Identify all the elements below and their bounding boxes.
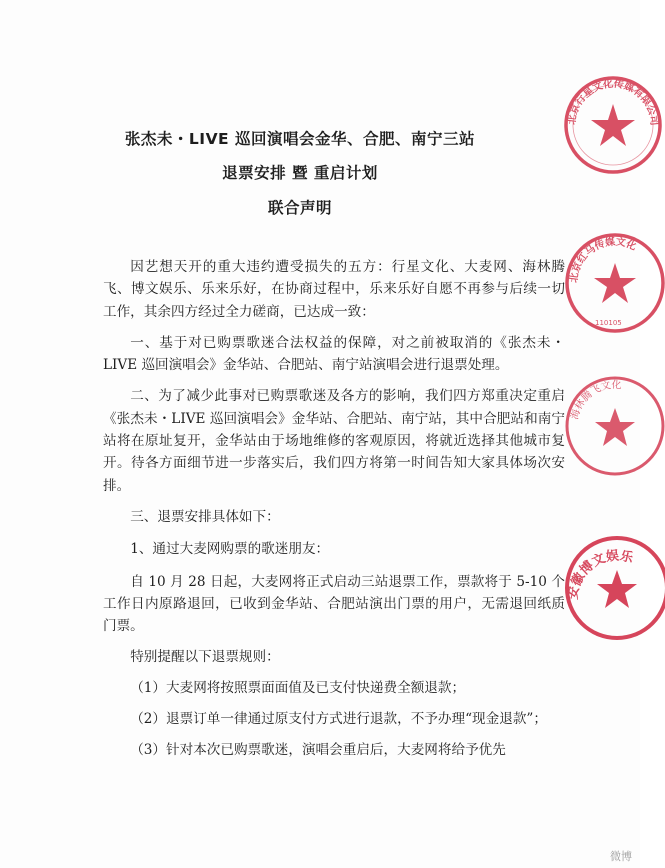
paragraph-item-1: 一、基于对已购票歌迷合法权益的保障，对之前被取消的《张杰未・LIVE 巡回演唱会》金华站、合肥站、南宁站演唱会进行退票处理。 [103, 334, 565, 374]
paragraph-rules-heading: 特别提醒以下退票规则： [130, 649, 280, 666]
stamp-4-text: 安徽博文娱乐 [565, 548, 635, 601]
company-seal-stamp-2 [555, 225, 665, 340]
weibo-watermark: 微博 [610, 850, 632, 863]
company-seal-stamp-4 [555, 530, 665, 645]
title-line-1: 张杰未・LIVE 巡回演唱会金华、合肥、南宁三站 [124, 130, 476, 148]
stamp-1-text: 北京行星文化传媒有限公司 [566, 78, 660, 127]
paragraph-item-2: 二、为了减少此事对已购票歌迷及各方的影响，我们四方郑重决定重启《张杰未・LIVE 巡回演唱会》金华站、合肥站、南宁站，其中合肥站和南宁站将在原址复开，金华站由于场地维修的客观原因，将就近选择其他城市复开。待各方面细节进一步落实后，我们四方将第一时间告知大家具体场次安排。 [103, 388, 565, 494]
paragraph-rule-1: （1）大麦网将按照票面面值及已支付快递费全额退款； [130, 680, 466, 697]
svg-text:北京红马传媒文化 [568, 235, 639, 284]
company-seal-stamp-3 [555, 368, 665, 483]
paragraph-intro: 因艺想天开的重大违约遭受损失的五方：行星文化、大麦网、海林腾飞、博文娱乐、乐来乐好，在协商过程中，乐来乐好自愿不再参与后续一切工作，其余四方经过全力磋商，已达成一致： [103, 259, 565, 320]
stamp-2-number: 110105 [595, 319, 622, 327]
paragraph-damai-detail: 自 10 月 28 日起，大麦网将正式启动三站退票工作，票款将于 5-10 个工作日内原路退回，已收到金华站、合肥站演出门票的用户，无需退回纸质门票。 [103, 573, 565, 635]
document-body [103, 256, 565, 770]
paragraph-damai-heading: 1、通过大麦网购票的歌迷朋友： [130, 541, 330, 558]
stamp-3-text: 海林腾飞文化 [569, 379, 622, 421]
paragraph-item-3: 三、退票安排具体如下： [130, 508, 280, 525]
title-line-2: 退票安排 暨 重启计划 [222, 164, 378, 182]
paragraph-rule-3: （3）针对本次已购票歌迷，演唱会重启后，大麦网将给予优先 [130, 742, 506, 759]
stamp-2-text: 北京红马传媒文化 [568, 236, 638, 284]
company-seal-stamp-1 [555, 70, 665, 180]
title-line-3: 联合声明 [267, 199, 332, 217]
paragraph-rule-2: （2）退票订单一律通过原支付方式进行退款，不予办理“现金退款”； [130, 711, 547, 728]
